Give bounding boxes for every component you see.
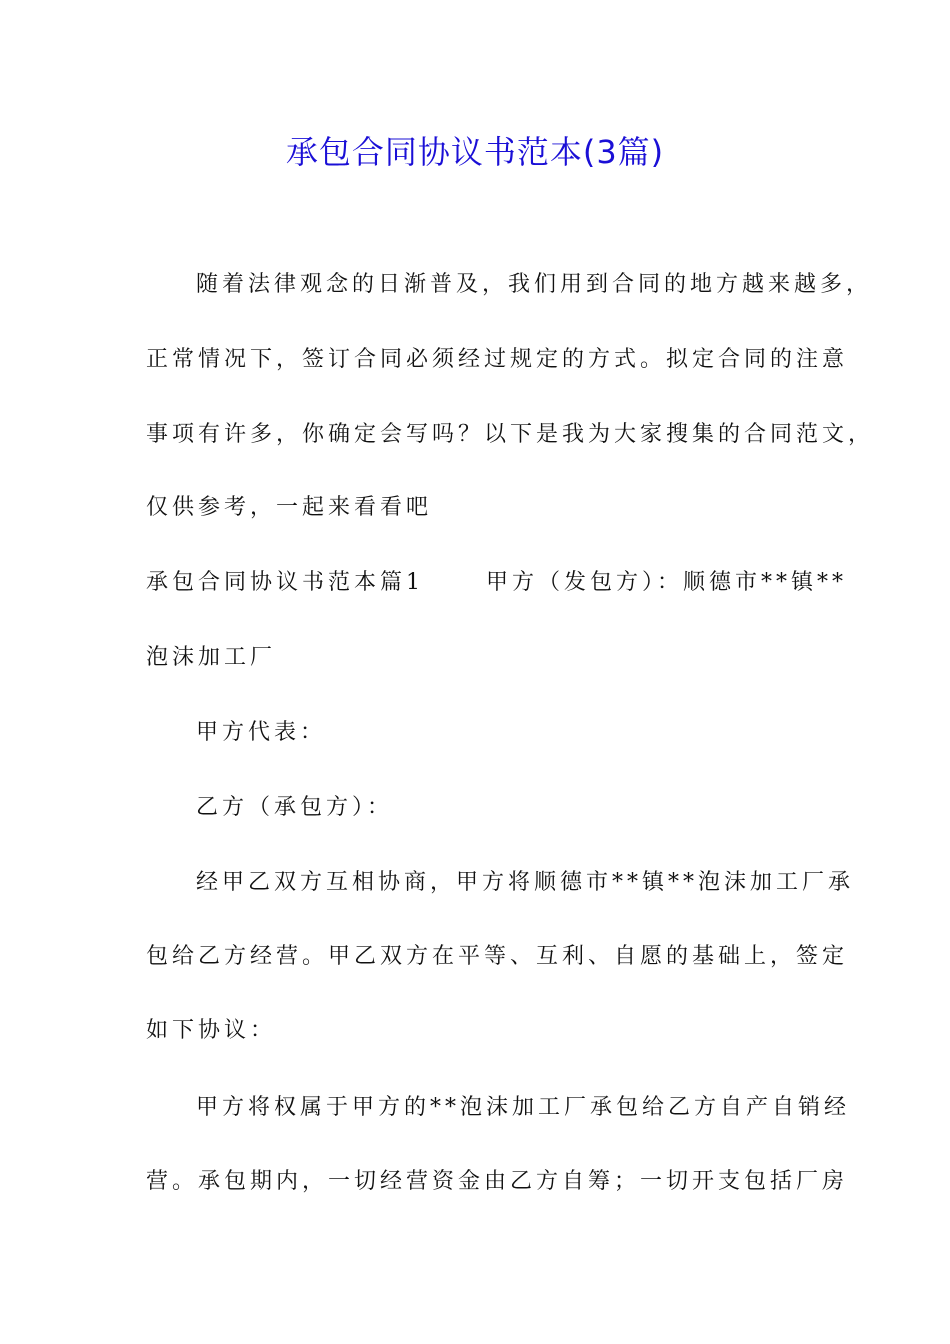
paragraph-line: 如下协议： xyxy=(146,1018,277,1043)
party-b-label: 乙方（承包方）： xyxy=(196,795,394,820)
document-title: 承包合同协议书范本(3篇) xyxy=(285,133,665,171)
paragraph-line: 事项有许多，你确定会写吗？以下是我为大家搜集的合同范文， xyxy=(146,422,875,447)
section-heading-line xyxy=(146,568,847,598)
section-heading: 承包合同协议书范本篇1 xyxy=(146,570,424,595)
section-party-label: 甲方（发包方）：顺德市**镇** xyxy=(486,570,848,595)
paragraph-line: 仅供参考，一起来看看吧 xyxy=(146,495,433,520)
paragraph-line: 营。承包期内，一切经营资金由乙方自筹；一切开支包括厂房 xyxy=(146,1169,849,1194)
paragraph-line: 泡沫加工厂 xyxy=(146,645,277,670)
party-a-representative: 甲方代表： xyxy=(196,720,327,745)
paragraph-line: 甲方将权属于甲方的**泡沫加工厂承包给乙方自产自销经 xyxy=(196,1095,851,1120)
paragraph-line: 随着法律观念的日渐普及，我们用到合同的地方越来越多， xyxy=(196,272,873,297)
paragraph-line: 包给乙方经营。甲乙双方在平等、互利、自愿的基础上，签定 xyxy=(146,944,849,969)
paragraph-line: 正常情况下，签订合同必须经过规定的方式。拟定合同的注意 xyxy=(146,347,849,372)
paragraph-line: 经甲乙双方互相协商，甲方将顺德市**镇**泡沫加工厂承 xyxy=(196,870,855,895)
